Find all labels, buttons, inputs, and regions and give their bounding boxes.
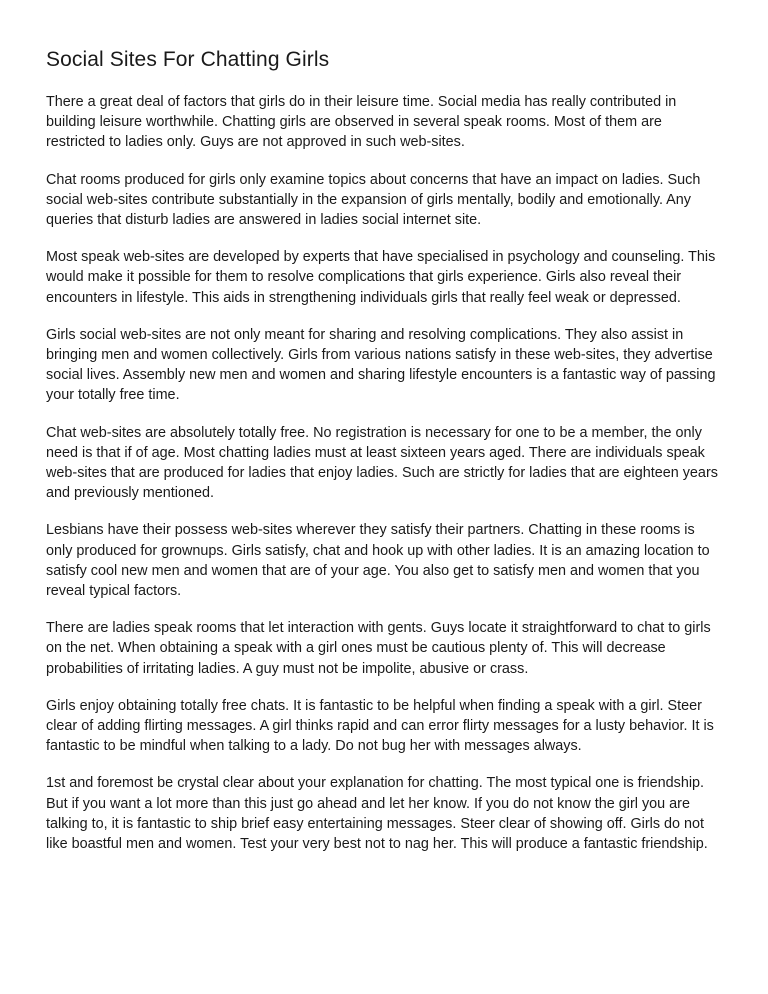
paragraph-1: There a great deal of factors that girls do in their leisure time. Social media has really contributed in building leisure worthwhile. Chatting girls are observed in several speak rooms. Most of them are restricted to ladies only. Guys are not approved in such web-sites.: [46, 94, 677, 151]
page-title: Social Sites For Chatting Girls: [46, 48, 330, 71]
paragraph-4: Girls social web-sites are not only meant for sharing and resolving complications. They also assist in bringing men and women collectively. Girls from various nations satisfy in these web-sites, they advertise social lives. Assembly new men and women and sharing lifestyle encounters is a fantastic way of passing your totally free time.: [46, 326, 716, 404]
paragraph-3: Most speak web-sites are developed by experts that have specialised in psychology and counseling. This would make it possible for them to resolve complications that girls experience. Girls also reveal their encounters in lifestyle. This aids in strengthening individuals girls that really feel weak or depressed.: [46, 249, 716, 306]
paragraph-5: Chat web-sites are absolutely totally free. No registration is necessary for one to be a member, the only need is that if of age. Most chatting ladies must at least sixteen years aged. There are individuals speak web-sites that are produced for ladies that enjoy ladies. Such are strictly for ladies that are eighteen years and previously mentioned.: [46, 424, 718, 502]
paragraph-8: Girls enjoy obtaining totally free chats. It is fantastic to be helpful when finding a speak with a girl. Steer clear of adding flirting messages. A girl thinks rapid and can error flirty messages for a lusty behavior. It is fantastic to be mindful when talking to a lady. Do not bug her with messages always.: [46, 697, 714, 755]
paragraph-7: There are ladies speak rooms that let interaction with gents. Guys locate it straightforward to chat to girls on the net. When obtaining a speak with a girl ones must be cautious plenty of. This will decrease probabilities of irritating ladies. A guy must not be impolite, abusive or crass.: [46, 620, 711, 677]
document-page: [46, 46, 722, 871]
paragraph-2: Chat rooms produced for girls only examine topics about concerns that have an impact on ladies. Such social web-sites contribute substantially in the expansion of girls mentally, bodily and emotionally. Any queries that disturb ladies are answered in ladies social internet site.: [46, 171, 701, 229]
paragraph-9: 1st and foremost be crystal clear about your explanation for chatting. The most typical one is friendship. But if you want a lot more than this just go ahead and let her know. If you do not know the girl you are talking to, it is fantastic to ship brief easy entertaining messages. Steer clear of showing off. Girls do not like boastful men and women. Test your very best not to nag her. This will produce a fantastic friendship.: [46, 775, 708, 853]
paragraph-6: Lesbians have their possess web-sites wherever they satisfy their partners. Chatting in these rooms is only produced for grownups. Girls satisfy, chat and hook up with other ladies. It is an amazing location to satisfy cool new men and women that are of your age. You also get to satisfy men and women that you reveal typical factors.: [46, 522, 710, 600]
